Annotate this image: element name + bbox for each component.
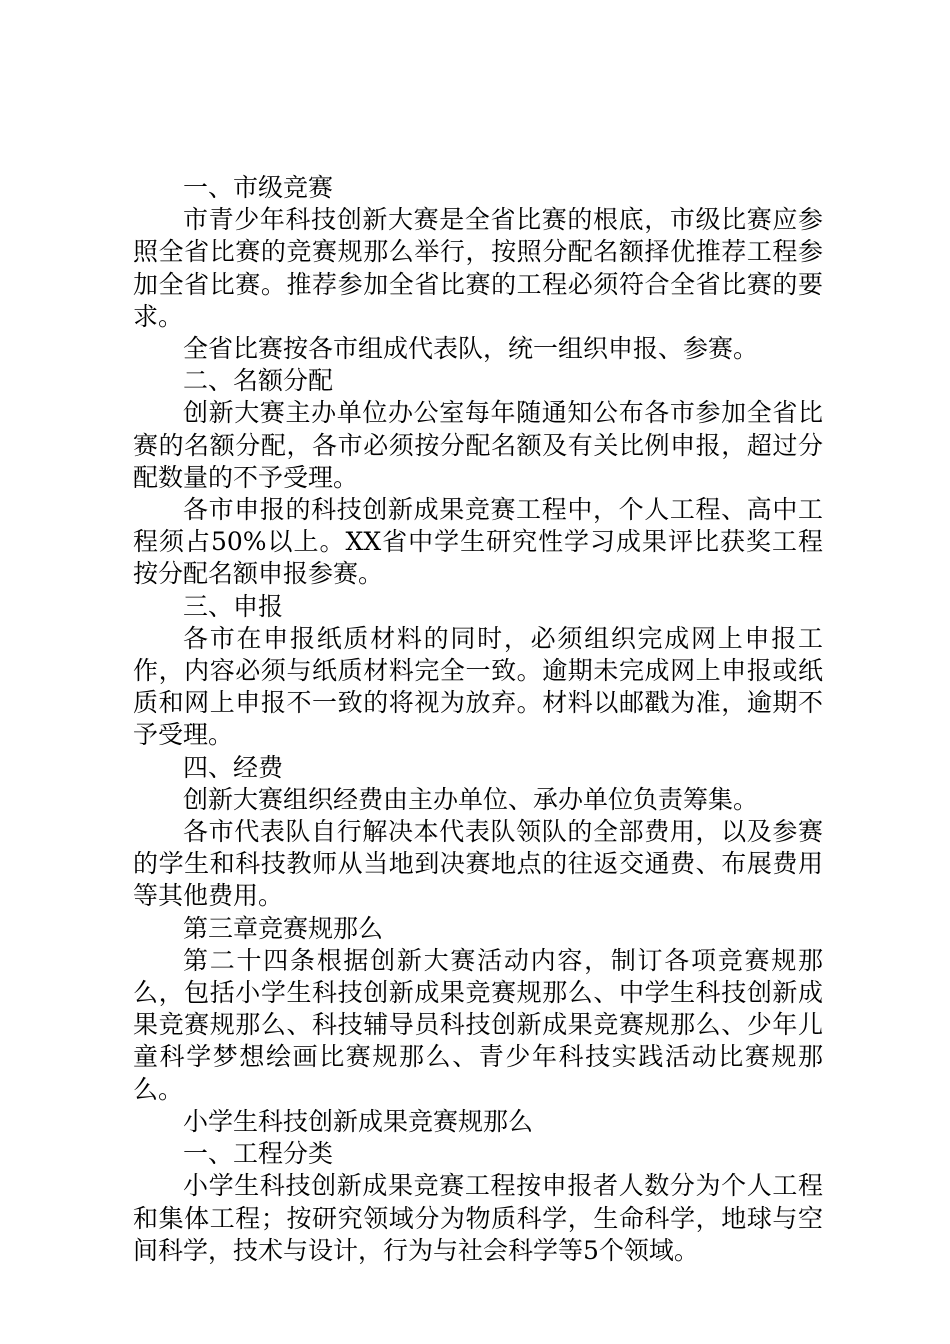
paragraph: 各市申报的科技创新成果竞赛工程中，个人工程、高中工程须占50%以上。XX省中学生研究性学习成果评比获奖工程按分配名额申报参赛。 [133,495,823,589]
paragraph: 各市在申报纸质材料的同时，必须组织完成网上申报工作，内容必须与纸质材料完全一致。逾期未完成网上申报或纸质和网上申报不一致的将视为放弃。材料以邮戳为准，逾期不予受理。 [133,623,823,750]
document-body [133,172,823,1267]
paragraph: 各市代表队自行解决本代表队领队的全部费用，以及参赛的学生和科技教师从当地到决赛地点的往返交通费、布展费用等其他费用。 [133,817,823,911]
paragraph: 全省比赛按各市组成代表队，统一组织申报、参赛。 [183,334,759,364]
section-title: 小学生科技创新成果竞赛规那么 [183,1106,534,1136]
heading-application: 三、申报 [183,591,284,621]
heading-project-classification: 一、工程分类 [183,1139,334,1169]
heading-city-competition: 一、市级竞赛 [183,173,334,202]
paragraph: 创新大赛组织经费由主办单位、承办单位负责筹集。 [183,784,759,814]
paragraph: 市青少年科技创新大赛是全省比赛的根底，市级比赛应参照全省比赛的竞赛规那么举行，按照分配名额择优推荐工程参加全省比赛。推荐参加全省比赛的工程必须符合全省比赛的要求。 [133,205,823,331]
paragraph: 第二十四条根据创新大赛活动内容，制订各项竞赛规那么，包括小学生科技创新成果竞赛规那么、中学生科技创新成果竞赛规那么、科技辅导员科技创新成果竞赛规那么、少年儿童科学梦想绘画比赛规那么、青少年科技实践活动比赛规那么。 [133,945,823,1104]
chapter-title: 第三章竞赛规那么 [183,913,384,943]
paragraph: 创新大赛主办单位办公室每年随通知公布各市参加全省比赛的名额分配，各市必须按分配名额及有关比例申报，超过分配数量的不予受理。 [133,398,823,492]
heading-quota-allocation: 二、名额分配 [183,366,334,396]
paragraph: 小学生科技创新成果竞赛工程按申报者人数分为个人工程和集体工程；按研究领域分为物质科学，生命科学，地球与空间科学，技术与设计，行为与社会科学等5个领域。 [133,1171,823,1265]
heading-funding: 四、经费 [183,752,284,782]
